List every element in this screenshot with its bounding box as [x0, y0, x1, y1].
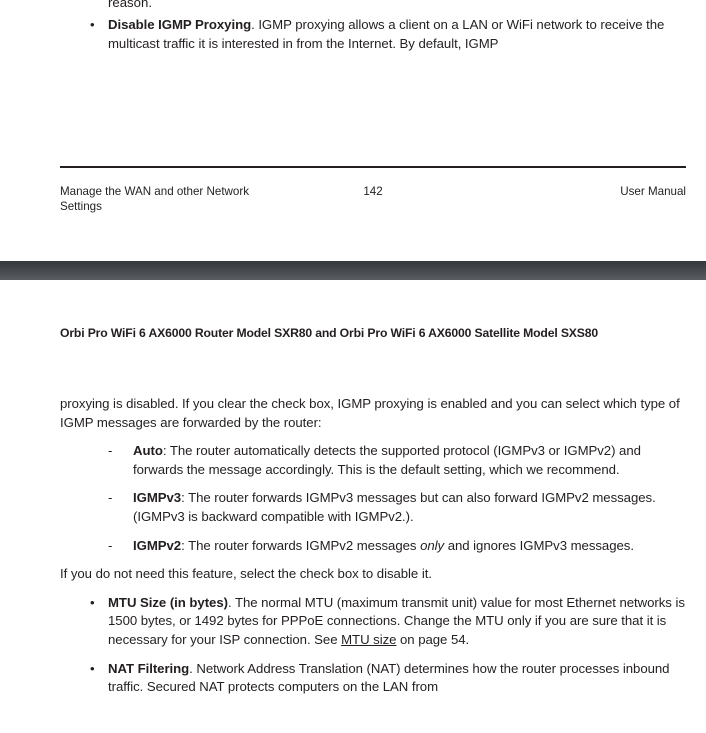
list-item-term: NAT Filtering — [108, 660, 190, 676]
page-separator-band — [0, 261, 706, 280]
list-item-term: IGMPv2 — [133, 537, 182, 553]
dash-marker-icon: - — [108, 490, 113, 506]
list-item-term: IGMPv3 — [133, 490, 182, 506]
spacer — [60, 584, 686, 594]
list-item-text: : The router forwards IGMPv3 messages but can also forward IGMPv2 messages. (IGMPv3 is backward compatible with IGMPv2.). — [133, 490, 656, 524]
list-item — [60, 594, 686, 650]
disable-note-paragraph: If you do not need this feature, select the check box to disable it. — [60, 566, 432, 582]
list-item — [108, 442, 686, 479]
footer-row — [60, 184, 686, 218]
list-item-content — [108, 660, 686, 697]
dash-marker-icon: - — [108, 443, 113, 459]
list-item — [60, 660, 686, 697]
intro-paragraph: proxying is disabled. If you clear the check box, IGMP proxying is enabled and you can select which type of IGMP messages are forwarded by the router: — [60, 396, 680, 430]
page-footer — [60, 166, 686, 218]
list-item — [60, 16, 686, 53]
list-item-content — [108, 16, 686, 53]
list-item-emphasis: only — [420, 537, 445, 553]
list-item-text: . IGMP proxying allows a client on a LAN or WiFi network to receive the multicast traffic it is interested in from the Internet. By default, IGMP — [108, 17, 665, 51]
spacer — [60, 555, 686, 565]
list-item-text: : The router forwards IGMPv2 messages — [181, 537, 421, 553]
footer-divider — [60, 166, 686, 168]
list-item-content — [108, 594, 686, 650]
list-item-term: MTU Size (in bytes) — [108, 594, 228, 610]
igmp-options-list — [108, 442, 686, 555]
spacer — [60, 650, 686, 660]
list-item-term: Disable IGMP Proxying — [108, 17, 252, 32]
footer-section-label: Manage the WAN and other Network Settings — [60, 184, 250, 213]
document-page-two — [0, 280, 706, 733]
bullet-marker-icon: • — [90, 17, 95, 32]
page-one-content — [60, 16, 686, 53]
clipped-text-line: reason. — [108, 0, 152, 10]
bullet-marker-icon: • — [90, 660, 95, 676]
list-item-text: : The router automatically detects the supported protocol (IGMPv3 or IGMPv2) and forwards the message accordingly. This is the default setting, which we recommend. — [133, 443, 641, 477]
list-item-text: . The normal MTU (maximum transmit unit) value for most Ethernet networks is 1500 bytes, or 1492 bytes for PPPoE connections. Change the MTU only if you are sure that it is necessary for your ISP connection. See — [108, 594, 685, 647]
bullet-marker-icon: • — [90, 594, 95, 610]
list-item — [108, 537, 686, 556]
page-two-content — [60, 395, 686, 697]
dash-marker-icon: - — [108, 537, 113, 553]
footer-page-number: 142 — [363, 184, 383, 198]
list-item-term: Auto — [133, 443, 163, 459]
document-page-one — [0, 0, 706, 261]
page-header-title: Orbi Pro WiFi 6 AX6000 Router Model SXR80 and Orbi Pro WiFi 6 AX6000 Satellite Model SXS80 — [60, 326, 599, 340]
list-item-text-cont: on page 54. — [396, 631, 470, 647]
footer-document-label: User Manual — [620, 184, 686, 198]
list-item-content — [133, 443, 641, 477]
list-item-content — [133, 490, 656, 524]
mtu-size-link[interactable]: MTU size — [341, 631, 397, 647]
list-item-text: . Network Address Translation (NAT) determines how the router processes inbound traffic. Secured NAT protects computers on the LAN from — [108, 660, 670, 695]
list-item-content — [133, 538, 634, 553]
list-item-text-cont: and ignores IGMPv3 messages. — [444, 537, 634, 553]
list-item — [108, 489, 686, 526]
